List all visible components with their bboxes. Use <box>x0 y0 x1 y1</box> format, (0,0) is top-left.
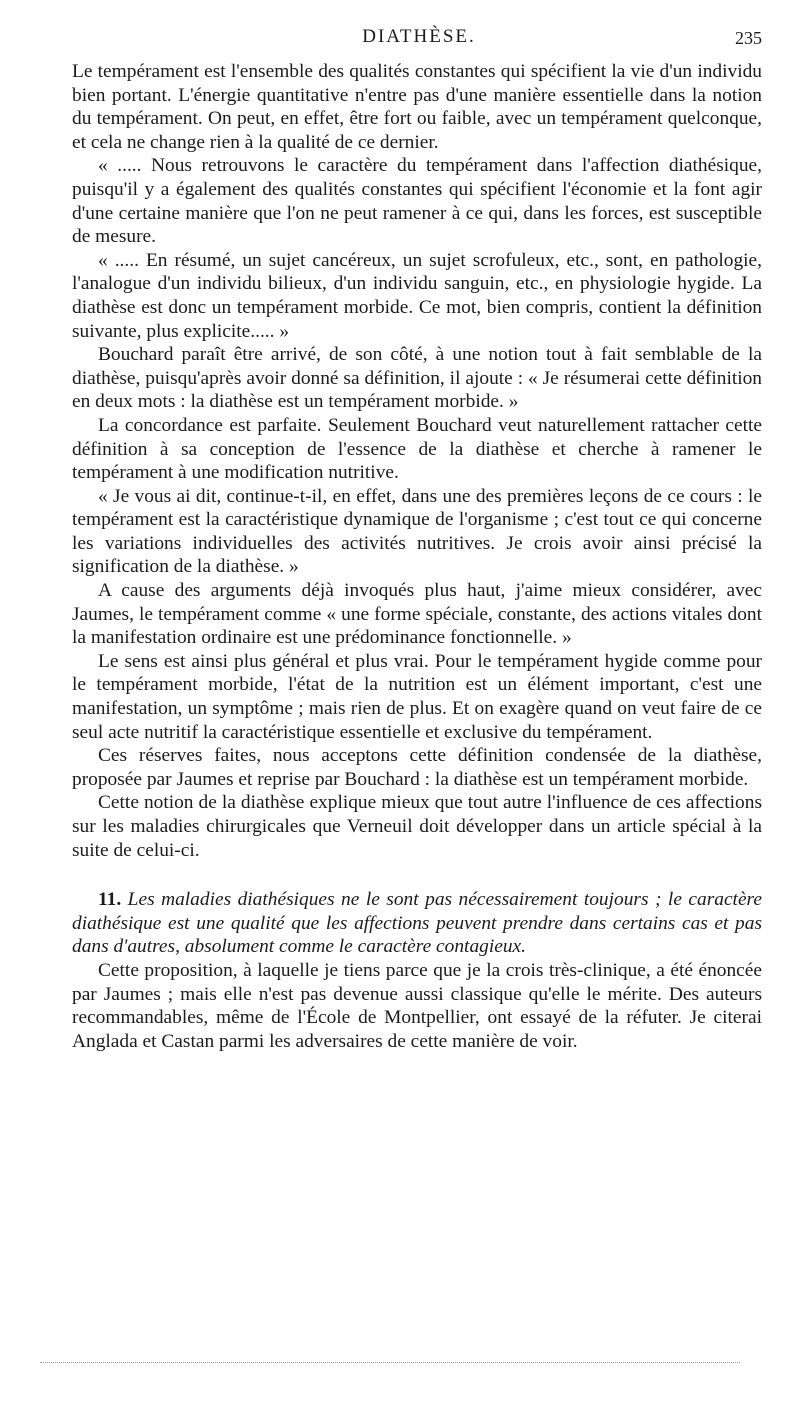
paragraph: Le sens est ainsi plus général et plus vrai. Pour le tempérament hygide comme pour le tempérament morbide, l'état de la nutrition est un élément important, c'est une manifestation, un symptôme ; mais rien de plus. Et on exagère quand on veut faire de ce seul acte nutritif la caractéristique essentielle et exclusive du tempérament. <box>72 650 762 743</box>
paragraph: Bouchard paraît être arrivé, de son côté, à une notion tout à fait semblable de la diathèse, puisqu'après avoir donné sa définition, il ajoute : « Je résumerai cette définition en deux mots : la diathèse est un tempérament morbide. » <box>72 344 762 413</box>
body-text <box>72 60 762 1053</box>
paragraph: « Je vous ai dit, continue-t-il, en effet, dans une des premières leçons de ce cours : le tempérament est la caractéristique dynamique de l'organisme ; c'est tout ce qui concerne les variations individuelles des activités nutritives. Je crois avoir ainsi précisé la signification de la diathèse. » <box>72 485 762 578</box>
running-head <box>76 26 762 52</box>
paragraph: Cette notion de la diathèse explique mieux que tout autre l'influence de ces affections sur les maladies chirurgicales que Verneuil doit développer dans un article spécial à la suite de celui-ci. <box>72 792 762 861</box>
paragraph: Cette proposition, à laquelle je tiens parce que je la crois très-clinique, a été énoncée par Jaumes ; mais elle n'est pas devenue aussi classique qu'elle le mérite. Des auteurs recommandables, même de l'École de Montpellier, ont essayé de la réfuter. Je citerai Anglada et Castan parmi les adversaires de cette manière de voir. <box>72 959 762 1052</box>
section-heading <box>72 888 762 959</box>
page-number: 235 <box>735 28 762 48</box>
paragraph: La concordance est parfaite. Seulement Bouchard veut naturellement rattacher cette définition à sa conception de l'essence de la diathèse et cherche à ramener le tempérament à une modification nutritive. <box>72 414 762 484</box>
section-number: 11. <box>98 889 122 911</box>
paragraph: Le tempérament est l'ensemble des qualités constantes qui spécifient la vie d'un individu bien portant. L'énergie quantitative n'entre pas d'une manière essentielle dans la notion du tempérament. On peut, en effet, être fort ou faible, avec un tempérament quelconque, et cela ne change rien à la qualité de ce dernier. <box>72 61 762 153</box>
paragraph: « ..... En résumé, un sujet cancéreux, un sujet scrofuleux, etc., sont, en pathologie, l'analogue d'un individu bilieux, d'un individu sanguin, etc., en physiologie hygide. La diathèse est donc un tempérament morbide. Ce mot, bien compris, contient la définition suivante, plus explicite..... » <box>72 249 762 342</box>
paragraph: Ces réserves faites, nous acceptons cette définition condensée de la diathèse, proposée par Jaumes et reprise par Bouchard : la diathèse est un tempérament morbide. <box>72 745 762 790</box>
paragraph: « ..... Nous retrouvons le caractère du tempérament dans l'affection diathésique, puisqu'il y a également des qualités constantes qui spécifient l'économie et la font agir d'une certaine manière que l'on ne peut ramener à ce qui, dans les forces, est susceptible de mesure. <box>72 155 762 248</box>
running-title: DIATHÈSE. <box>362 26 476 47</box>
paragraph: A cause des arguments déjà invoqués plus haut, j'aime mieux considérer, avec Jaumes, le tempérament comme « une forme spéciale, constante, des actions vitales dont la manifestation ordinaire est une prédominance fonctionnelle. » <box>72 580 762 649</box>
section-heading-text: Les maladies diathésiques ne le sont pas nécessairement toujours ; le caractère diathésique est une qualité que les affections peuvent prendre dans certains cas et pas dans d'autres, absolument comme le caractère contagieux. <box>72 889 762 958</box>
footer-rule <box>40 1362 740 1363</box>
